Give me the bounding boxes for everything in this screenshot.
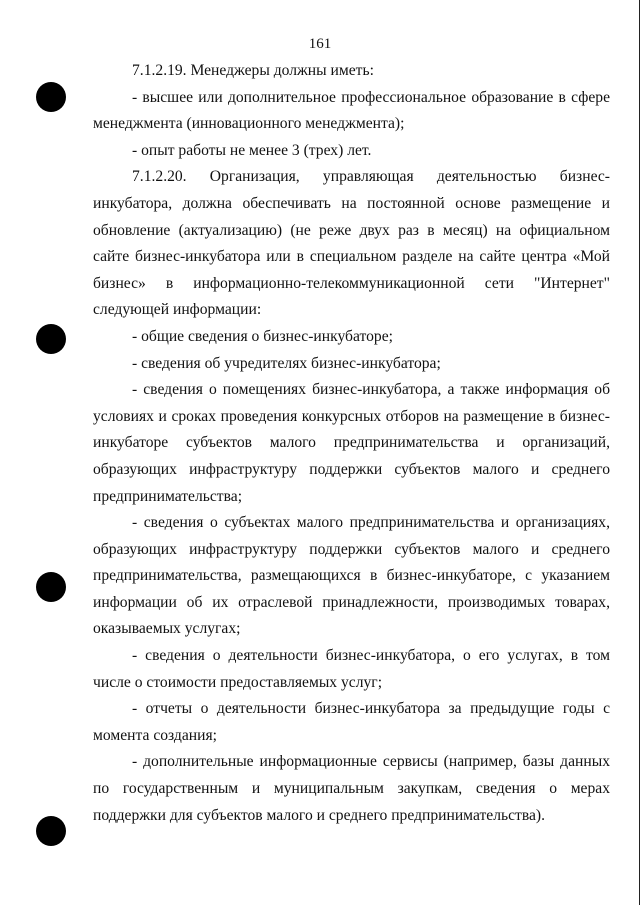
list-item: - высшее или дополнительное профессиональное образование в сфере менеджмента (инновационного менеджмента);: [93, 88, 610, 133]
punch-hole-mark: [36, 816, 66, 846]
section-heading: 7.1.2.19. Менеджеры должны иметь:: [132, 62, 374, 79]
list-item: - сведения об учредителях бизнес-инкубатора;: [132, 354, 441, 372]
list-item: - дополнительные информационные сервисы (например, базы данных по государственным и муниципальным закупкам, сведения о мерах поддержки для субъектов малого и среднего предпринимательства).: [93, 753, 610, 824]
section-paragraph: 7.1.2.20. Организация, управляющая деятельностью бизнес-инкубатора, должна обеспечивать на постоянной основе размещение и обновление (актуализацию) (не реже двух раз в месяц) на официальном сайте бизнес-инкубатора или в специальном разделе на сайте центра «Мой бизнес» в информационно-телекоммуникационной сети "Интернет" следующей информации:: [93, 168, 610, 319]
punch-hole-mark: [36, 572, 66, 602]
body-text: [93, 58, 610, 829]
list-item: - отчеты о деятельности бизнес-инкубатора за предыдущие годы с момента создания;: [93, 700, 610, 744]
list-item: - общие сведения о бизнес-инкубаторе;: [132, 327, 393, 345]
punch-hole-mark: [36, 82, 66, 112]
list-item: - сведения о помещениях бизнес-инкубатора, а также информация об условиях и сроках проведения конкурсных отборов на размещение в бизнес-инкубаторе субъектов малого предпринимательства и организаций, образующих инфраструктуру поддержки субъектов малого и среднего предпринимательства;: [93, 381, 610, 505]
punch-hole-mark: [36, 324, 66, 354]
list-item: - опыт работы не менее 3 (трех) лет.: [132, 141, 372, 159]
list-item: - сведения о деятельности бизнес-инкубатора, о его услугах, в том числе о стоимости предоставляемых услуг;: [93, 647, 610, 691]
page-number: 161: [308, 36, 332, 52]
list-item: - сведения о субъектах малого предпринимательства и организациях, образующих инфраструктуру поддержки субъектов малого и среднего предпринимательства, размещающихся в бизнес-инкубаторе, с указанием информации об их отраслевой принадлежности, производимых товарах, оказываемых услугах;: [93, 514, 610, 638]
